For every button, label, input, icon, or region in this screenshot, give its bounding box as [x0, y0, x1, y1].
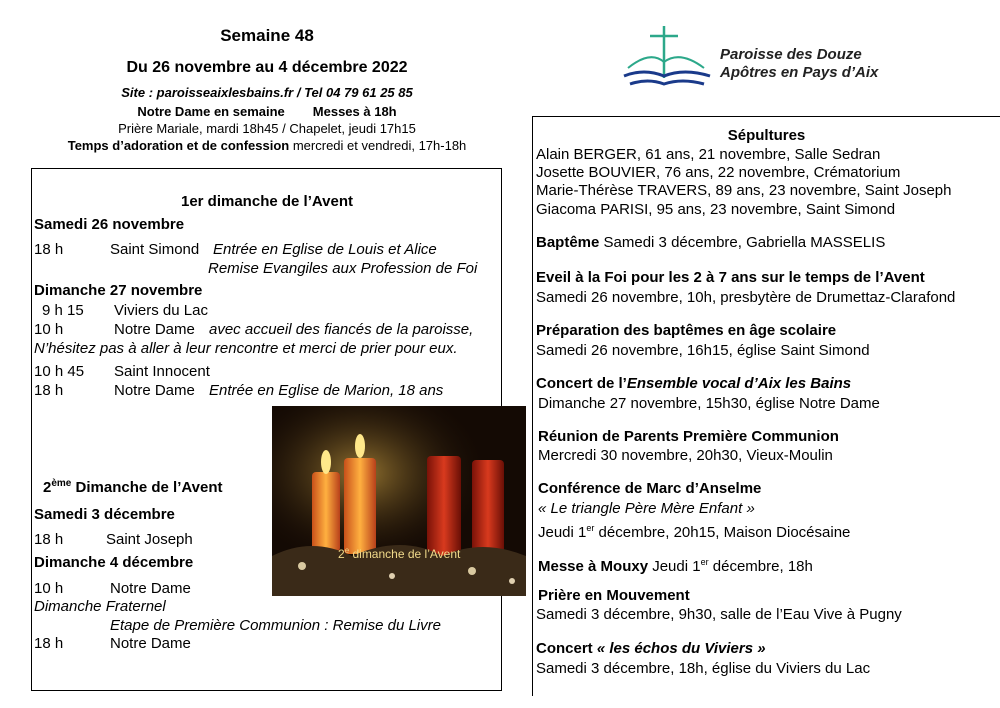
sepultures-title: Sépultures — [727, 127, 806, 144]
bapteme-title: Baptême — [536, 234, 600, 251]
photo-caption — [338, 546, 460, 561]
priere-title: Prière en Mouvement — [538, 587, 690, 604]
sat3-heading: Samedi 3 décembre — [34, 506, 175, 523]
concert1-title-a: Concert de l’ — [536, 375, 627, 392]
sun27-note2b: N’hésitez pas à aller à leur rencontre et merci de prier pour eux. — [34, 340, 458, 357]
sepulture-2: Josette BOUVIER, 76 ans, 22 novembre, Crématorium — [536, 164, 901, 181]
bapteme-text: Samedi 3 décembre, Gabriella MASSELIS — [599, 234, 886, 251]
advent2-sup: ème — [51, 478, 72, 489]
conf-text-a: Jeudi 1 — [538, 524, 587, 541]
eveil-text: Samedi 26 novembre, 10h, presbytère de Drumettaz-Clarafond — [536, 289, 956, 306]
nd-week-line — [30, 104, 504, 120]
prep-title: Préparation des baptêmes en âge scolaire — [536, 322, 837, 339]
nd-week-label: Notre Dame en semaine — [137, 104, 285, 119]
header — [30, 26, 504, 154]
concert1-text: Dimanche 27 novembre, 15h30, église Notre Dame — [538, 395, 880, 412]
concert2-title — [536, 640, 766, 658]
sat26-place: Saint Simond — [110, 241, 200, 258]
sun27-place1: Viviers du Lac — [114, 302, 208, 319]
mouxy-text-b: décembre, 18h — [708, 558, 813, 575]
conf-text-sup: er — [586, 523, 595, 533]
advent-candles-photo — [272, 406, 526, 596]
adoration-rest: mercredi et vendredi, 17h-18h — [289, 138, 467, 153]
sun4-note1a: Dimanche Fraternel — [34, 598, 166, 615]
sun27-place4: Notre Dame — [114, 382, 195, 399]
sepulture-1: Alain BERGER, 61 ans, 21 novembre, Salle Sedran — [536, 146, 881, 163]
sun27-time1: 9 h 15 — [42, 302, 84, 319]
sat26-note1: Entrée en Eglise de Louis et Alice — [213, 241, 437, 258]
adoration-line — [30, 138, 504, 154]
advent2-num: 2 — [43, 479, 52, 496]
candles-image — [272, 406, 526, 596]
logo-line-1: Paroisse des Douze — [720, 46, 862, 63]
photo-caption-sup: e — [344, 546, 350, 555]
prayer-line: Prière Mariale, mardi 18h45 / Chapelet, jeudi 17h15 — [118, 121, 416, 136]
sat3-place: Saint Joseph — [106, 531, 193, 548]
advent2-title — [43, 475, 223, 497]
concert1-title — [536, 375, 851, 393]
conf-title: Conférence de Marc d’Anselme — [538, 480, 762, 497]
sun27-time4: 18 h — [34, 382, 64, 399]
sun4-place1: Notre Dame — [110, 580, 191, 597]
sat3-time: 18 h — [34, 531, 64, 548]
nd-mass-label: Messes à 18h — [312, 104, 397, 119]
sun4-time1: 10 h — [34, 580, 64, 597]
conf-text — [538, 519, 850, 542]
prep-text: Samedi 26 novembre, 16h15, église Saint Simond — [536, 342, 870, 359]
advent1-title: 1er dimanche de l’Avent — [180, 193, 353, 210]
mouxy-text-sup: er — [700, 557, 709, 567]
photo-caption-num: 2 — [338, 547, 345, 561]
mouxy-text-a: Jeudi 1 — [648, 558, 701, 575]
sun27-note4: Entrée en Eglise de Marion, 18 ans — [209, 382, 444, 399]
site-line: Site : paroisseaixlesbains.fr / Tel 04 79 61 25 85 — [121, 85, 413, 100]
concert1-title-b: Ensemble vocal d’Aix les Bains — [626, 375, 852, 392]
sun4-note1b: Etape de Première Communion : Remise du Livre — [110, 617, 441, 634]
advent2-text: Dimanche de l’Avent — [71, 479, 223, 496]
conf-text-b: décembre, 20h15, Maison Diocésaine — [594, 524, 851, 541]
sun27-time3: 10 h 45 — [34, 363, 85, 380]
sun27-heading: Dimanche 27 novembre — [34, 282, 203, 299]
bapteme-line — [536, 234, 885, 252]
sun27-place2: Notre Dame — [114, 321, 195, 338]
sun27-note2a: avec accueil des fiancés de la paroisse, — [209, 321, 474, 338]
sat26-time: 18 h — [34, 241, 64, 258]
mouxy-line — [538, 553, 813, 576]
sun4-heading: Dimanche 4 décembre — [34, 554, 194, 571]
date-range: Du 26 novembre au 4 décembre 2022 — [126, 59, 408, 76]
adoration-bold: Temps d’adoration et de confession — [67, 138, 290, 153]
sepulture-3: Marie-Thérèse TRAVERS, 89 ans, 23 novembre, Saint Joseph — [536, 182, 952, 199]
sat26-note2: Remise Evangiles aux Profession de Foi — [208, 260, 478, 277]
eveil-title: Eveil à la Foi pour les 2 à 7 ans sur le temps de l’Avent — [536, 269, 925, 286]
sun4-time2: 18 h — [34, 635, 64, 652]
conf-sub: « Le triangle Père Mère Enfant » — [538, 500, 755, 517]
sun27-place3: Saint Innocent — [114, 363, 210, 380]
mouxy-title: Messe à Mouxy — [538, 558, 649, 575]
sat26-heading: Samedi 26 novembre — [34, 216, 185, 233]
logo-line-2: Apôtres en Pays d’Aix — [720, 64, 879, 81]
reunion-text: Mercredi 30 novembre, 20h30, Vieux-Moulin — [538, 447, 833, 464]
concert2-title-b: « les échos du Viviers » — [596, 640, 766, 657]
sepulture-4: Giacoma PARISI, 95 ans, 23 novembre, Saint Simond — [536, 201, 896, 218]
sun27-time2: 10 h — [34, 321, 64, 338]
week-title: Semaine 48 — [220, 26, 314, 45]
reunion-title: Réunion de Parents Première Communion — [538, 428, 839, 445]
photo-caption-text: dimanche de l’Avent — [349, 547, 461, 561]
cross-waves-icon — [620, 22, 716, 92]
concert2-title-a: Concert — [536, 640, 597, 657]
sun4-place2: Notre Dame — [110, 635, 191, 652]
priere-text: Samedi 3 décembre, 9h30, salle de l’Eau Vive à Pugny — [536, 606, 902, 623]
concert2-text: Samedi 3 décembre, 18h, église du Viviers du Lac — [536, 660, 871, 677]
parish-logo — [620, 22, 920, 92]
